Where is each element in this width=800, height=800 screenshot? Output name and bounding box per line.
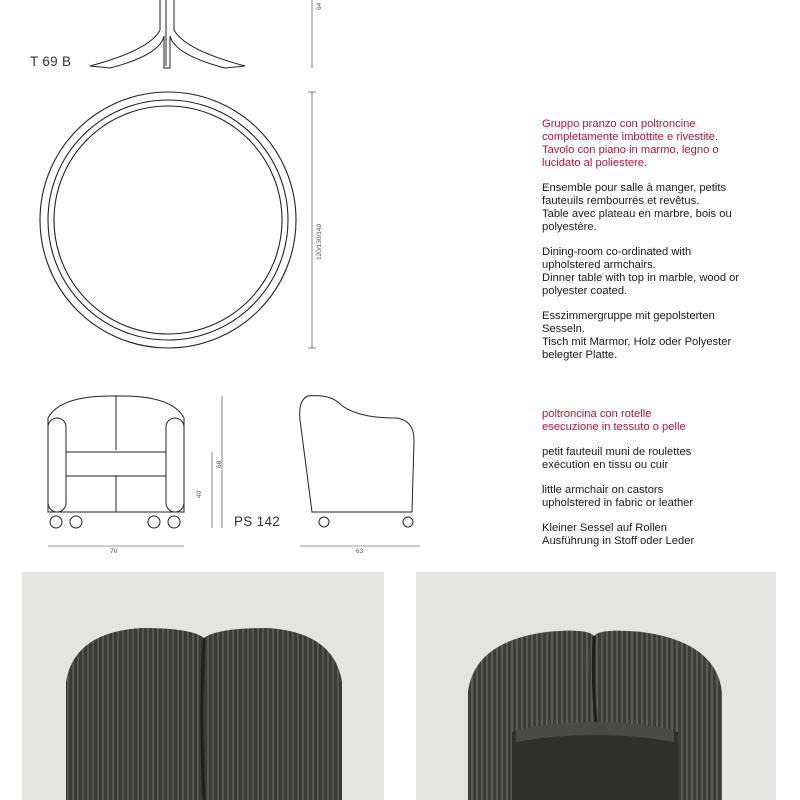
chair-width-dim-text: 70 [110, 548, 118, 555]
chair-description-french: petit fauteuil muni de roulettes exécution en tissu ou cuir [542, 446, 692, 471]
chair-description-german: Kleiner Sessel auf Rollen Ausführung in Stoff oder Leder [542, 522, 695, 547]
chair-photo-back [22, 572, 384, 800]
description-english: Dining-room co-ordinated with upholstered armchairs. Dinner table with top in marble, wood or polyester coated. [542, 246, 740, 297]
chair-description [542, 408, 792, 560]
chair-description-italian: poltroncina con rotelle esecuzione in tessuto o pelle [542, 408, 686, 433]
chair-side-drawing [300, 396, 414, 527]
chair-depth-dim-text: 63 [356, 548, 364, 555]
table-top-drawing [40, 92, 296, 348]
diameter-dim-text: 120/130/140 [316, 223, 323, 260]
chair-height-dim-text: 68 [216, 460, 223, 468]
description-german: Esszimmergruppe mit gepolsterten Sesseln. Tisch mit Marmor, Holz oder Polyester belegter Platte. [542, 310, 732, 361]
chair-description-english: little armchair on castors upholstered in fabric or leather [542, 484, 694, 509]
table-base-drawing [90, 0, 245, 68]
height-dim-text: 64 [316, 2, 323, 10]
chair-photo-front [416, 572, 776, 800]
chair-seat-dim-text: 40 [196, 490, 203, 498]
description-italian: Gruppo pranzo con poltroncine completamente imbottite e rivestite. Tavolo con piano in marmo, legno o lucidato al poliestere. [542, 118, 719, 169]
chair-front-drawing [48, 396, 184, 528]
table-code-label: T 69 B [30, 54, 72, 69]
table-description [542, 118, 792, 374]
description-french: Ensemble pour salle à manger, petits fauteuils rembourrés et revêtus. Table avec plateau en marbre, bois ou polyestère. [542, 182, 732, 233]
chair-code-label: PS 142 [234, 514, 281, 529]
